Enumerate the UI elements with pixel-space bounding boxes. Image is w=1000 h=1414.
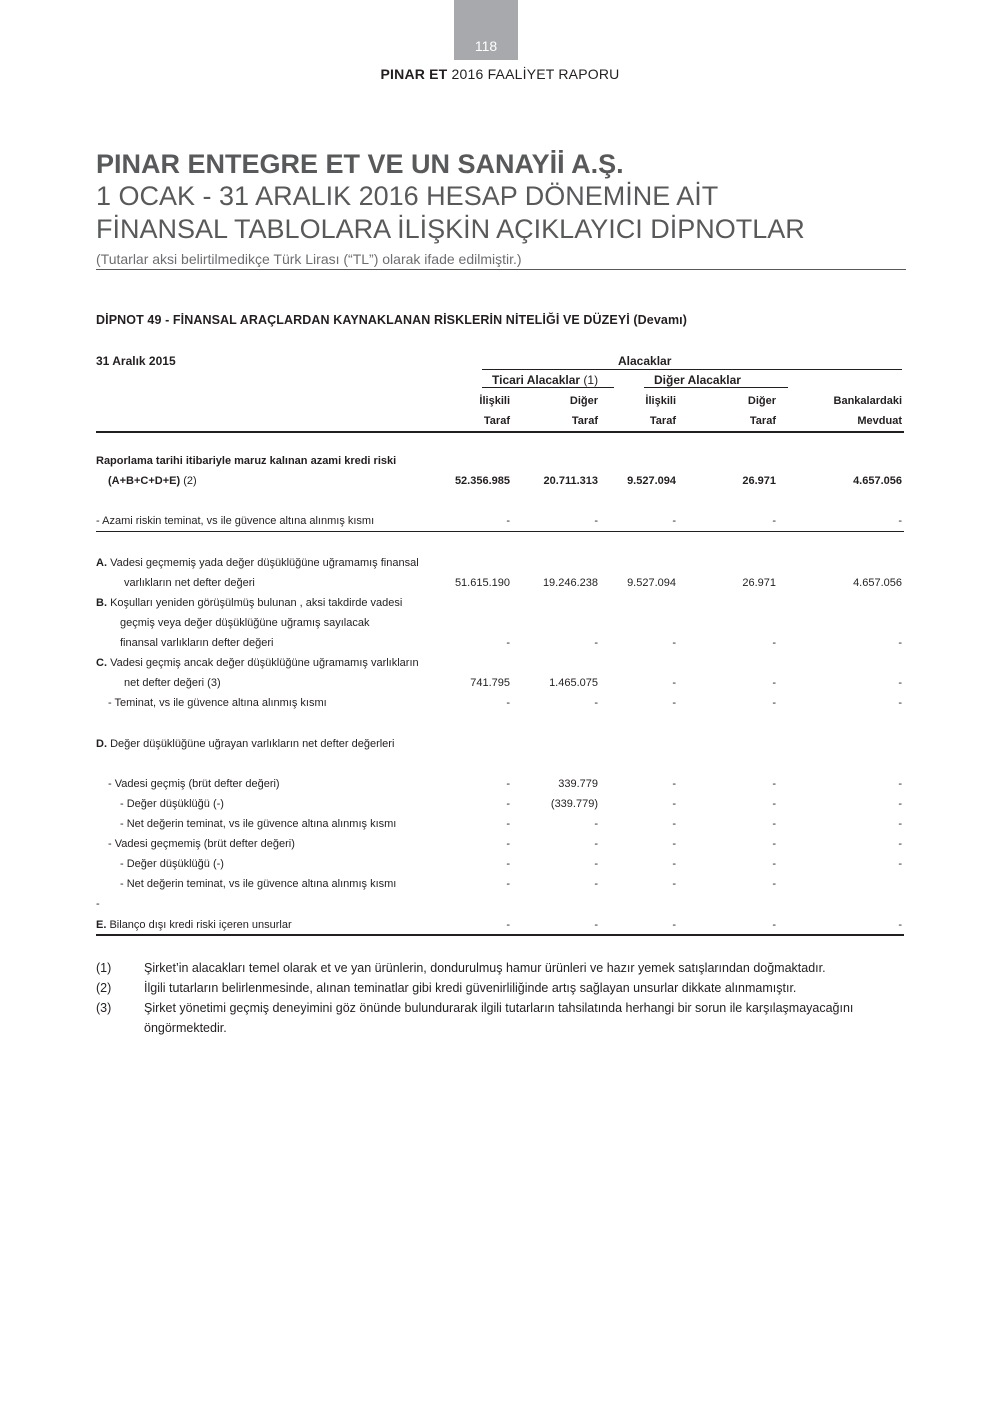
row-c-label-2: net defter değeri (3) [124,677,221,689]
row-c-teminat-value: - [672,697,676,709]
col4-header-top: Diğer [747,395,776,407]
row-b-value: - [772,637,776,649]
d-row-value: - [772,878,776,890]
col1-header-bottom: Taraf [483,415,510,427]
max-risk-value: 9.527.094 [627,475,676,487]
row-a-value: 4.657.056 [853,577,902,589]
header-rule [96,431,904,433]
row-b-value: - [594,637,598,649]
row-c-label [96,657,419,669]
title-block [96,148,906,270]
row-c-teminat-value: - [772,697,776,709]
row-c-teminat-value: - [506,697,510,709]
d-row-label: - Değer düşüklüğü (-) [120,798,224,810]
d-row-value: - [594,838,598,850]
d-row-label: - Vadesi geçmemiş (brüt defter değeri) [108,838,295,850]
azami-rule [96,531,904,532]
col3-header-bottom: Taraf [649,415,676,427]
currency-note: (Tutarlar aksi belirtilmedikçe Türk Lirası (“TL”) olarak ifade edilmiştir.) [96,251,906,270]
row-c-teminat-value: - [898,697,902,709]
azami-teminat-value: - [672,515,676,527]
d-row-value: - [672,838,676,850]
max-risk-formula [108,475,197,487]
footnote-mark: (1) [96,961,112,975]
date-label: 31 Aralık 2015 [96,354,176,368]
azami-teminat-value: - [594,515,598,527]
row-c-value: - [772,677,776,689]
col2-header-top: Diğer [569,395,598,407]
row-a-value: 19.246.238 [542,577,598,589]
col5-header-bottom: Mevduat [857,415,902,427]
notes-title: FİNANSAL TABLOLARA İLİŞKİN AÇIKLAYICI DİPNOTLAR [96,214,805,244]
row-b-value: - [506,637,510,649]
col1-header-top: İlişkili [479,395,510,407]
row-d-letter: D. [96,738,107,750]
d-row-value: - [898,818,902,830]
azami-teminat-value: - [506,515,510,527]
azami-teminat-label: - Azami riskin teminat, vs ile güvence altına alınmış kısmı [96,515,375,527]
row-c-text: Vadesi geçmiş ancak değer düşüklüğüne uğramamış varlıkların [110,657,419,669]
row-a-letter: A. [96,557,107,569]
row-b-value: - [672,637,676,649]
row-a-value: 51.615.190 [454,577,510,589]
brand-name: PINAR ET [380,66,448,82]
row-d-text: Değer düşüklüğüne uğrayan varlıkların net defter değerleri [110,738,395,750]
d-row-value: - [772,858,776,870]
d-row-value: - [772,818,776,830]
ticari-note: (1) [583,373,599,387]
row-c-letter: C. [96,657,107,669]
ticari-label: Ticari Alacaklar [492,373,581,387]
row-e-value: - [594,919,598,931]
col4-header-bottom: Taraf [749,415,776,427]
row-a-text: Vadesi geçmemiş yada değer düşüklüğüne uğramamış finansal [110,557,419,569]
d-row-value: - [672,818,676,830]
footnote [96,978,896,998]
col3-header-top: İlişkili [645,395,676,407]
row-b-label-2: geçmiş veya değer düşüklüğüne uğramış sayılacak [120,617,370,629]
d-row-value: - [506,818,510,830]
row-b-label [96,597,402,609]
diger-rule [644,387,788,388]
d-row-value: - [772,838,776,850]
col5-header-top: Bankalardaki [833,395,902,407]
d-row-value: - [898,798,902,810]
max-risk-value: 52.356.985 [454,475,510,487]
d-row-value: - [672,878,676,890]
footnote-mark: (2) [96,981,112,995]
d-row-value: - [506,838,510,850]
d-row-value: - [898,838,902,850]
row-c-value: 741.795 [470,677,510,689]
row-b-text: Koşulları yeniden görüşülmüş bulunan , aksi takdirde vadesi [110,597,403,609]
row-e-letter: E. [96,919,107,931]
d-row-value: - [672,778,676,790]
diger-alacaklar-label: Diğer Alacaklar [654,373,741,387]
row-c-value: - [898,677,902,689]
d-row-value: - [506,778,510,790]
page-number: 118 [454,0,518,60]
row-b-letter: B. [96,597,107,609]
ticari-header [492,373,598,387]
row-e-value: - [506,919,510,931]
row-b-value: - [898,637,902,649]
d-row-value: - [506,798,510,810]
row-e-value: - [898,919,902,931]
max-risk-label: Raporlama tarihi itibariyle maruz kalınan azami kredi riski [96,455,397,467]
row-a-label-2: varlıkların net defter değeri [124,577,255,589]
col2-header-bottom: Taraf [571,415,598,427]
d-row-label: - Net değerin teminat, vs ile güvence altına alınmış kısmı [120,878,397,890]
stray-dash: - [96,898,100,910]
d-row-value: - [772,778,776,790]
azami-teminat-value: - [772,515,776,527]
max-risk-value: 26.971 [742,475,776,487]
max-risk-formula-text: (A+B+C+D+E) [108,475,181,487]
d-row-value: - [898,778,902,790]
ticari-rule [482,387,614,388]
row-e-label [96,919,292,931]
d-row-value: - [672,858,676,870]
footnote-text: Şirket’in alacakları temel olarak et ve yan ürünlerin, dondurulmuş hamur ürünleri ve hazır yemek satışlarından doğmaktadır. [144,961,826,975]
d-row-label: - Vadesi geçmiş (brüt defter değeri) [108,778,280,790]
row-c-value: 1.465.075 [549,677,598,689]
max-risk-value: 4.657.056 [853,475,902,487]
d-row-label: - Değer düşüklüğü (-) [120,858,224,870]
max-risk-note: (2) [183,475,197,487]
d-row-value: - [772,798,776,810]
section-title: DİPNOT 49 - FİNANSAL ARAÇLARDAN KAYNAKLANAN RİSKLERİN NİTELİĞİ VE DÜZEYİ (Devamı) [96,313,688,327]
row-a-label [96,557,419,569]
row-c-teminat-value: - [594,697,598,709]
d-row-value: - [594,878,598,890]
row-e-value: - [672,919,676,931]
d-row-value: - [594,858,598,870]
row-a-value: 26.971 [742,577,776,589]
footnotes [96,958,896,1038]
d-row-value: - [898,858,902,870]
max-risk-value: 20.711.313 [543,475,598,487]
d-row-value: - [672,798,676,810]
report-name: 2016 FAALİYET RAPORU [451,66,620,82]
d-row-value: - [506,858,510,870]
row-e-value: - [772,919,776,931]
footnote-text: Şirket yönetimi geçmiş deneyimini göz önünde bulundurarak ilgili tutarların tahsilatında herhangi bir sorun ile karşılaşmayacağını öngörmektedir. [144,1001,854,1035]
row-e-text: Bilanço dışı kredi riski içeren unsurlar [109,919,292,931]
company-title: PINAR ENTEGRE ET VE UN SANAYİİ A.Ş. [96,149,624,179]
group-rule [482,369,902,370]
footnote-mark: (3) [96,1001,112,1015]
d-row-value: (339.779) [550,798,598,810]
period-title: 1 OCAK - 31 ARALIK 2016 HESAP DÖNEMİNE AİT [96,181,719,211]
footnote [96,998,896,1038]
row-a-value: 9.527.094 [627,577,676,589]
d-row-value: 339.779 [558,778,598,790]
d-row-value: - [506,878,510,890]
row-c-teminat-label: - Teminat, vs ile güvence altına alınmış kısmı [108,697,327,709]
row-d-label [96,738,394,750]
table-bottom-rule [96,934,904,936]
footnote-text: İlgili tutarların belirlenmesinde, alınan teminatlar gibi kredi güvenirliliğinde artış sağlayan unsurlar dikkate alınmamıştır. [144,981,797,995]
row-b-label-3: finansal varlıkların defter değeri [120,637,274,649]
footnote [96,958,896,978]
d-row-label: - Net değerin teminat, vs ile güvence altına alınmış kısmı [120,818,397,830]
row-c-value: - [672,677,676,689]
azami-teminat-value: - [898,515,902,527]
d-row-value: - [594,818,598,830]
group-header: Alacaklar [618,354,672,368]
running-header [0,66,1000,82]
